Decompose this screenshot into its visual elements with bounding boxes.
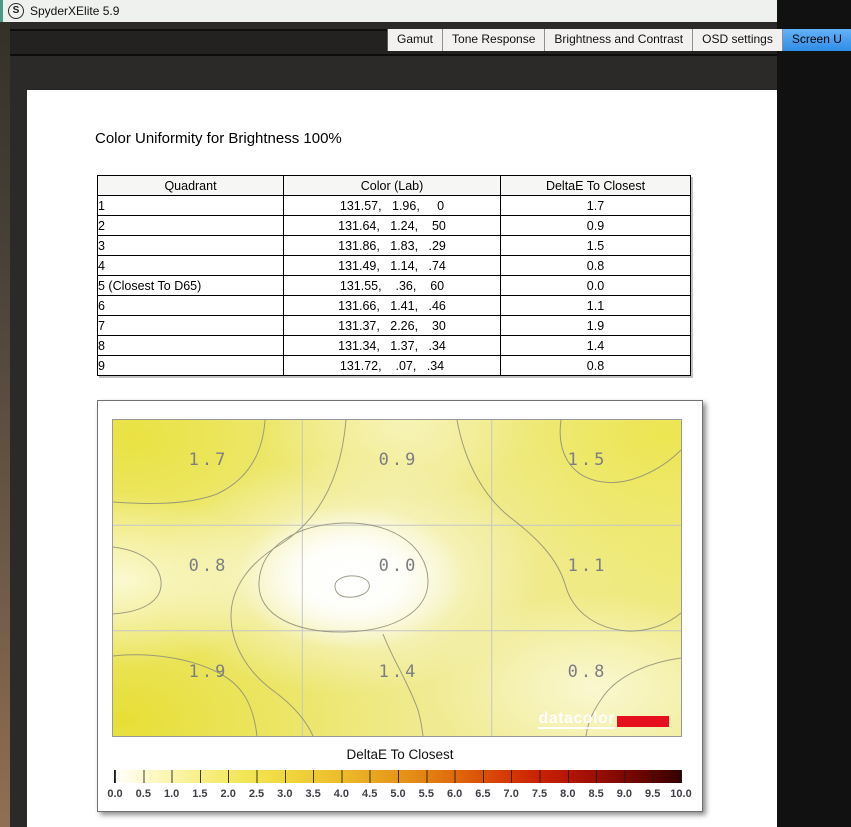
table-row [98,236,691,256]
tick-label: 7.0 [503,788,519,800]
cell-deltae: 1.7 [501,196,691,216]
heatmap-value-q6: 1.1 [567,556,608,576]
cell-deltae: 0.9 [501,216,691,236]
cell-lab: 131.72, .07, .34 [284,356,501,376]
cell-quadrant: 9 [98,356,284,376]
tab-osd-settings[interactable]: OSD settings [692,29,782,51]
tick-label: 10.0 [670,788,692,800]
heatmap-value-q8: 1.4 [378,662,419,682]
heatmap-value-q9: 0.8 [567,662,608,682]
cell-lab: 131.34, 1.37, .34 [284,336,501,356]
tick-label: 9.5 [645,788,661,800]
heatmap-value-q5: 0.0 [378,556,419,576]
tab-brightness-and-contrast[interactable]: Brightness and Contrast [544,29,692,51]
cell-deltae: 1.9 [501,316,691,336]
heatmap-value-q3: 1.5 [567,450,608,470]
cell-deltae: 0.8 [501,256,691,276]
cell-deltae: 1.1 [501,296,691,316]
heatmap-value-q1: 1.7 [188,450,229,470]
tick-label: 0.5 [135,788,151,800]
cell-lab: 131.57, 1.96, 0 [284,196,501,216]
cell-lab: 131.55, .36, 60 [284,276,501,296]
cell-lab: 131.66, 1.41, .46 [284,296,501,316]
table-row [98,196,691,216]
tick-label: 2.5 [248,788,265,800]
tick-label: 5.5 [418,788,434,800]
cell-quadrant: 7 [98,316,284,336]
cell-lab: 131.49, 1.14, .74 [284,256,501,276]
tick-label: 9.0 [616,788,633,800]
window-title: SpyderXElite 5.9 [30,4,120,18]
tick-label: 6.5 [475,788,491,800]
cell-lab: 131.64, 1.24, 50 [284,216,501,236]
header-deltae: DeltaE To Closest [501,176,691,196]
tick-label: 8.5 [588,788,604,800]
tick-label: 8.0 [560,788,576,800]
tick-label: 3.0 [277,788,293,800]
cell-quadrant: 4 [98,256,284,276]
tick-label: 1.0 [163,788,180,800]
uniformity-table [97,175,691,376]
table-row [98,336,691,356]
spyder-app-icon: S [8,3,24,19]
table-row [98,356,691,376]
cell-deltae: 1.4 [501,336,691,356]
datacolor-logo [538,711,669,729]
tick-label: 4.5 [362,788,378,800]
tab-strip [387,29,842,51]
table-row [98,256,691,276]
tick-label: 0.0 [107,788,123,800]
tick-label: 2.0 [220,788,236,800]
titlebar-accent [0,0,3,22]
heatmap-value-q2: 0.9 [378,450,419,470]
header-quadrant: Quadrant [98,176,284,196]
table-row [98,316,691,336]
deltae-heatmap [112,419,682,737]
cell-quadrant: 6 [98,296,284,316]
tick-label: 4.0 [333,788,350,800]
table-row [98,216,691,236]
cell-lab: 131.37, 2.26, 30 [284,316,501,336]
tab-gamut[interactable]: Gamut [387,29,442,51]
cell-quadrant: 5 (Closest To D65) [98,276,284,296]
tick-label: 3.5 [305,788,321,800]
title-bar [0,0,777,22]
heatmap-value-q7: 1.9 [188,662,229,682]
cell-lab: 131.86, 1.83, .29 [284,236,501,256]
colorbar-title: DeltaE To Closest [346,747,454,762]
tick-label: 1.5 [192,788,208,800]
cell-quadrant: 3 [98,236,284,256]
tab-tone-response[interactable]: Tone Response [442,29,544,51]
cell-quadrant: 8 [98,336,284,356]
colorbar-tick-labels [107,788,692,802]
tick-label: 5.0 [390,788,406,800]
colorbar-gradient [114,770,682,783]
table-row [98,276,691,296]
heatmap-value-q4: 0.8 [188,556,229,576]
tab-screen-uniformity[interactable]: Screen U [782,29,851,51]
table-header-row [98,176,691,196]
cell-quadrant: 2 [98,216,284,236]
page-title: Color Uniformity for Brightness 100% [95,130,342,147]
cell-quadrant: 1 [98,196,284,216]
datacolor-logo-text: datacolor [538,710,615,727]
cell-deltae: 0.0 [501,276,691,296]
report-page [27,90,777,827]
tick-label: 6.0 [446,788,463,800]
table-row [98,296,691,316]
tick-label: 7.5 [531,788,548,800]
cell-deltae: 0.8 [501,356,691,376]
header-color-lab: Color (Lab) [284,176,501,196]
cell-deltae: 1.5 [501,236,691,256]
uniformity-chart-panel [97,400,703,812]
desktop-edge-strip [0,22,10,827]
datacolor-logo-redbar [617,716,669,727]
